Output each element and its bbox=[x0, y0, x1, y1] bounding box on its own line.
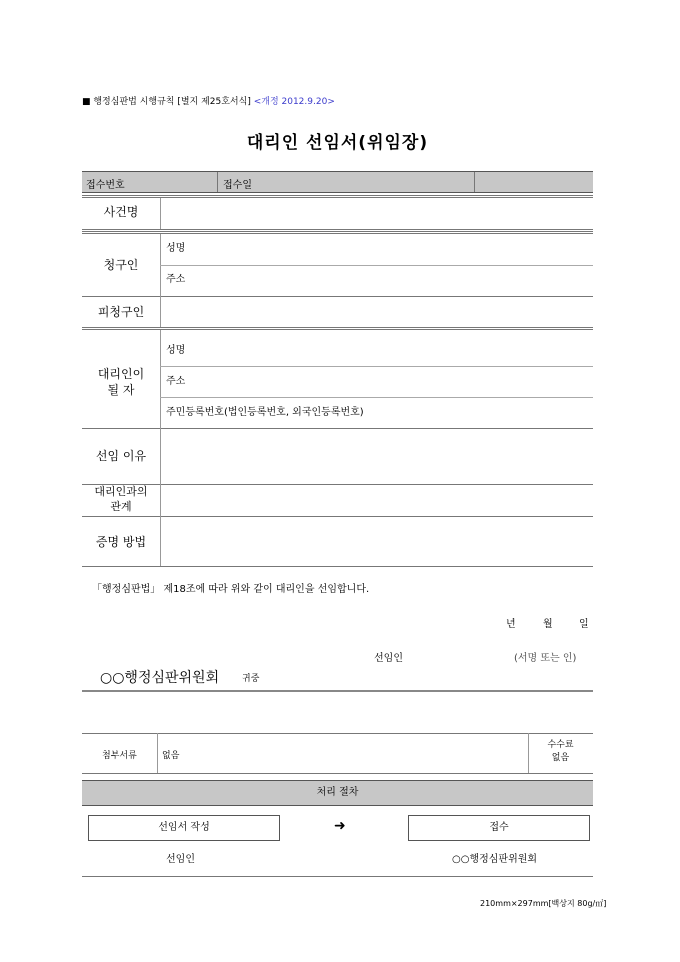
claimant-name-label: 성명 bbox=[166, 243, 186, 254]
agent-id-label: 주민등록번호(법인등록번호, 외국인등록번호) bbox=[166, 407, 364, 418]
procedure-step-write: 선임서 작성 bbox=[88, 815, 280, 841]
committee-name: ○○행정심판위원회 bbox=[100, 670, 220, 686]
revision-date: <개정 2012.9.20> bbox=[253, 97, 335, 107]
legal-basis bbox=[82, 94, 335, 107]
paper-spec: 210mm×297mm[백상지 80g/㎡] bbox=[480, 899, 607, 908]
relation-label-line2: 관계 bbox=[110, 500, 132, 513]
agent-label-line1: 대리인이 bbox=[97, 367, 145, 381]
legal-basis-text: ■ 행정심판법 시행규칙 [별지 제25호서식] bbox=[82, 97, 251, 107]
step1-actor: 선임인 bbox=[166, 854, 195, 865]
step2-actor: ○○행정심판위원회 bbox=[452, 854, 538, 865]
relation-label-line1: 대리인과의 bbox=[94, 485, 148, 498]
receipt-number-label: 접수번호 bbox=[86, 180, 125, 191]
fee-value: 없음 bbox=[551, 753, 570, 763]
statement-text: 「행정심판법」 제18조에 따라 위와 같이 대리인을 선임합니다. bbox=[92, 584, 370, 595]
arrow-right-icon: ➜ bbox=[334, 818, 346, 834]
receipt-bar bbox=[82, 171, 593, 193]
attachments-label: 첨부서류 bbox=[102, 751, 137, 761]
reason-label: 선임 이유 bbox=[95, 449, 147, 463]
appointer-label: 선임인 bbox=[374, 653, 403, 664]
agent-address-label: 주소 bbox=[166, 376, 186, 387]
receipt-date-label: 접수일 bbox=[223, 180, 252, 191]
form-title: 대리인 선임서(위임장) bbox=[246, 133, 429, 153]
fee-label: 수수료 bbox=[547, 740, 574, 750]
honorific: 귀중 bbox=[242, 674, 260, 684]
claimant-address-label: 주소 bbox=[166, 274, 186, 285]
procedure-bar bbox=[82, 780, 593, 806]
date-month: 월 bbox=[543, 619, 553, 630]
date-year: 년 bbox=[506, 619, 516, 630]
respondent-label: 피청구인 bbox=[97, 305, 145, 319]
agent-label bbox=[82, 366, 160, 398]
attachments-value: 없음 bbox=[162, 751, 180, 761]
date-day: 일 bbox=[579, 619, 589, 630]
proof-label: 증명 방법 bbox=[95, 535, 147, 549]
procedure-step-receive: 접수 bbox=[408, 815, 590, 841]
signature-note: (서명 또는 인) bbox=[514, 653, 577, 664]
claimant-label: 청구인 bbox=[103, 258, 139, 272]
agent-label-line2: 될 자 bbox=[107, 383, 135, 397]
agent-name-label: 성명 bbox=[166, 345, 186, 356]
relation-label bbox=[82, 484, 160, 514]
case-name-label: 사건명 bbox=[103, 205, 139, 219]
fee-cell bbox=[528, 739, 593, 765]
procedure-title: 처리 절차 bbox=[316, 787, 359, 798]
